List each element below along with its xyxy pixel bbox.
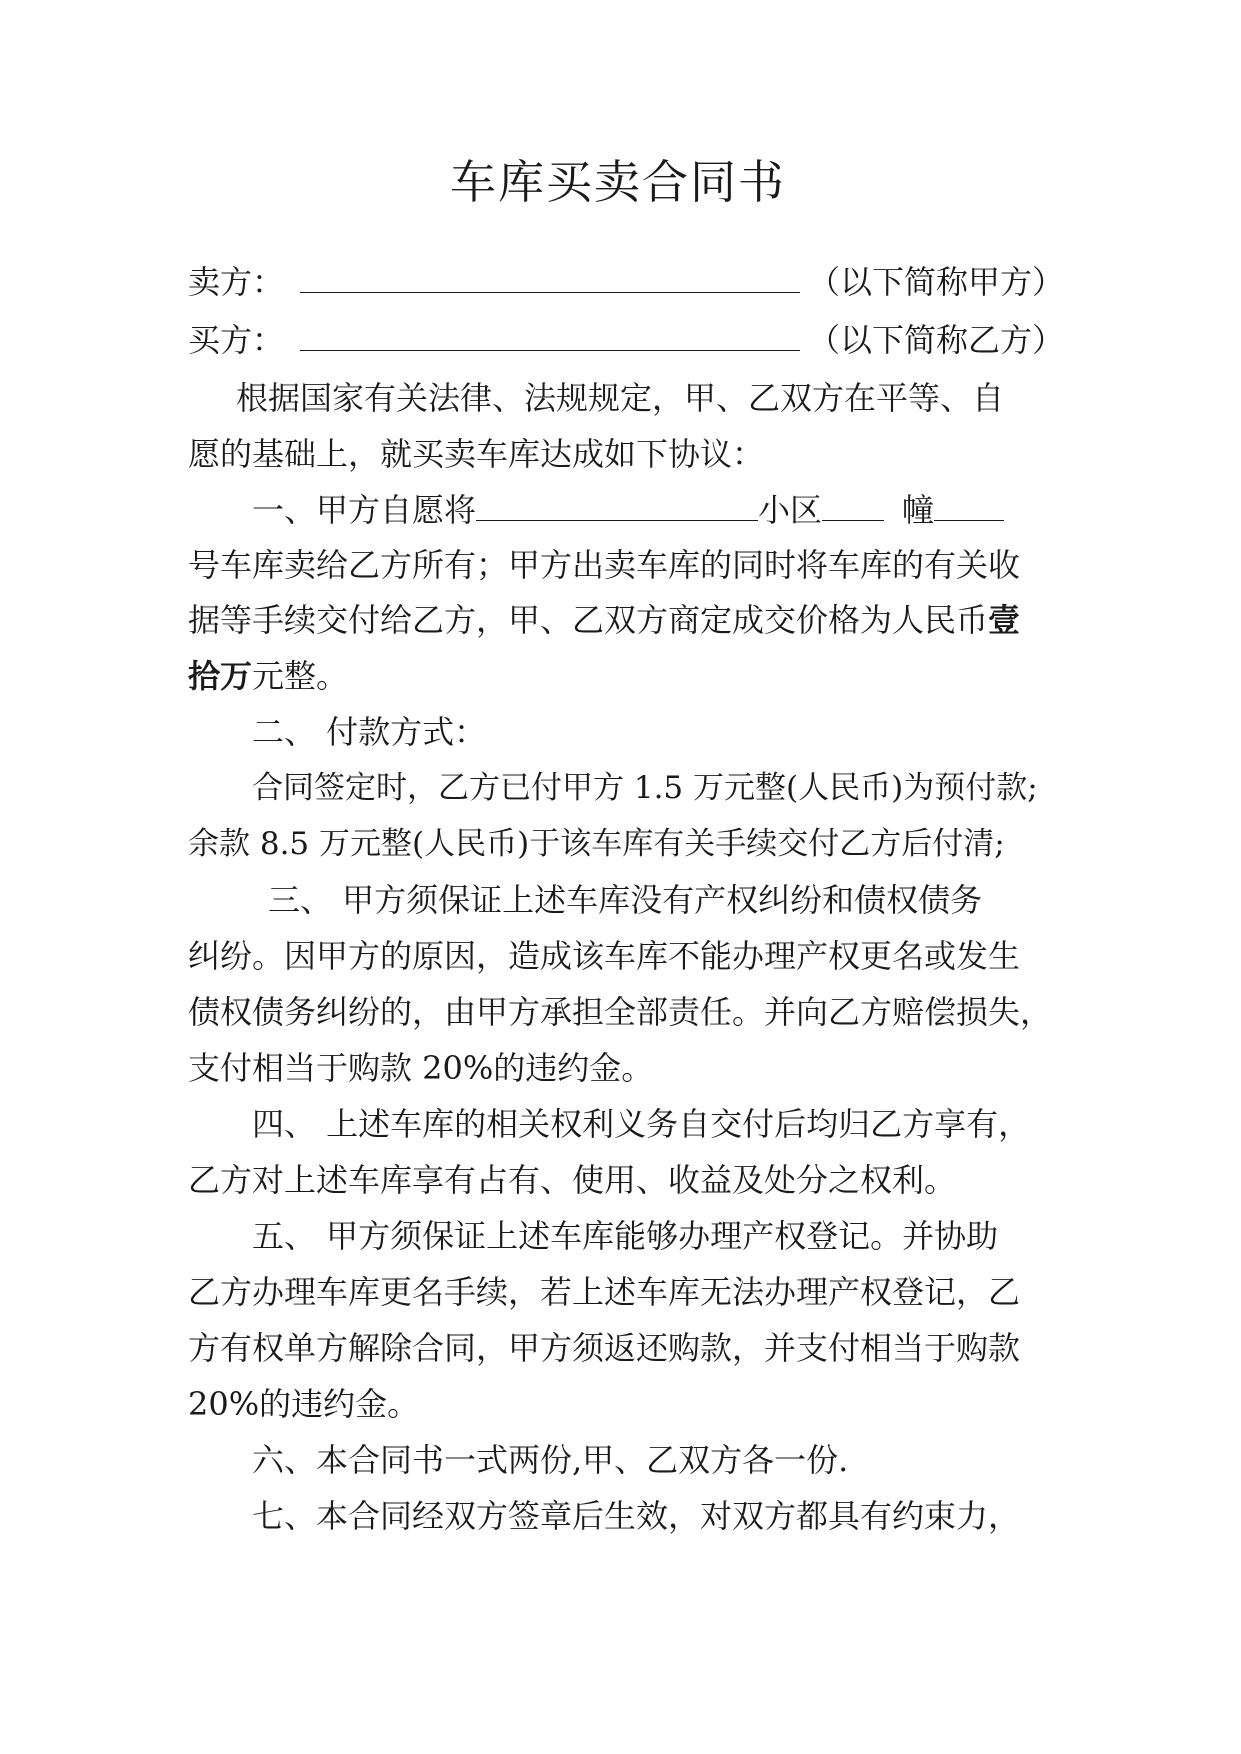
- clause-1-line-3: [188, 600, 1048, 640]
- clause-1-prefix: 一、甲方自愿将: [252, 491, 477, 529]
- clause-5-line-4: 20%的违约金。: [188, 1385, 420, 1423]
- clause-3-line-4: 支付相当于购款 20%的违约金。: [188, 1049, 654, 1087]
- clause-2-line-1: 合同签定时，乙方已付甲方 1.5 万元整(人民币)为预付款;: [252, 770, 1038, 806]
- seller-suffix: （以下简称甲方）: [808, 263, 1065, 301]
- seller-name-field[interactable]: [300, 262, 800, 293]
- clause-3-line-1: 三、 甲方须保证上述车库没有产权纠纷和债权债务: [268, 881, 983, 919]
- garage-number-field[interactable]: [934, 490, 1004, 521]
- community-label: 小区: [758, 491, 823, 529]
- clause-4-line-1: 四、 上述车库的相关权利义务自交付后均归乙方享有，: [252, 1105, 1031, 1143]
- preamble-line-1: 根据国家有关法律、法规规定，甲、乙双方在平等、自: [236, 379, 1005, 417]
- price-suffix: 元整。: [252, 657, 349, 695]
- buyer-suffix: （以下简称乙方）: [808, 321, 1065, 359]
- clause-3-line-2: 纠纷。因甲方的原因，造成该车库不能办理产权更名或发生: [188, 937, 1021, 975]
- seller-line: [188, 262, 1065, 302]
- clause-5-line-3: 方有权单方解除合同，甲方须返还购款，并支付相当于购款: [188, 1329, 1021, 1367]
- buyer-label: 买方：: [188, 321, 285, 359]
- clause-7-line-1: 七、本合同经双方签章后生效，对双方都具有约束力，: [252, 1497, 1021, 1535]
- document-title: 车库买卖合同书: [450, 155, 786, 209]
- clause-6-line-1: 六、本合同书一式两份,甲、乙双方各一份.: [252, 1441, 849, 1479]
- clause-2-line-2: 余款 8.5 万元整(人民币)于该车库有关手续交付乙方后付清;: [188, 826, 1005, 862]
- price-amount-part-1: 壹: [988, 601, 1021, 639]
- clause-3-line-3: 债权债务纠纷的，由甲方承担全部责任。并向乙方赔偿损失，: [188, 993, 1053, 1031]
- clause-4-line-2: 乙方对上述车库享有占有、使用、收益及处分之权利。: [188, 1161, 957, 1199]
- clause-5-line-1: 五、 甲方须保证上述车库能够办理产权登记。并协助: [252, 1217, 999, 1255]
- clause-1-line-4: [188, 656, 1048, 696]
- building-number-field[interactable]: [822, 490, 884, 521]
- community-name-field[interactable]: [476, 490, 758, 521]
- buyer-line: [188, 320, 1065, 360]
- preamble-line-2: 愿的基础上，就买卖车库达成如下协议：: [188, 435, 765, 473]
- building-label: 幢: [902, 491, 935, 529]
- seller-label: 卖方：: [188, 263, 285, 301]
- clause-1-line-3-text: 据等手续交付给乙方，甲、乙双方商定成交价格为人民币: [188, 601, 989, 639]
- price-amount-part-2: 拾万: [188, 657, 253, 695]
- buyer-name-field[interactable]: [300, 320, 800, 351]
- clause-1-line-2: 号车库卖给乙方所有；甲方出卖车库的同时将车库的有关收: [188, 546, 1021, 584]
- clause-1-line-1: [188, 490, 1048, 530]
- clause-5-line-2: 乙方办理车库更名手续，若上述车库无法办理产权登记，乙: [188, 1273, 1021, 1311]
- clause-2-heading: 二、 付款方式：: [252, 713, 487, 751]
